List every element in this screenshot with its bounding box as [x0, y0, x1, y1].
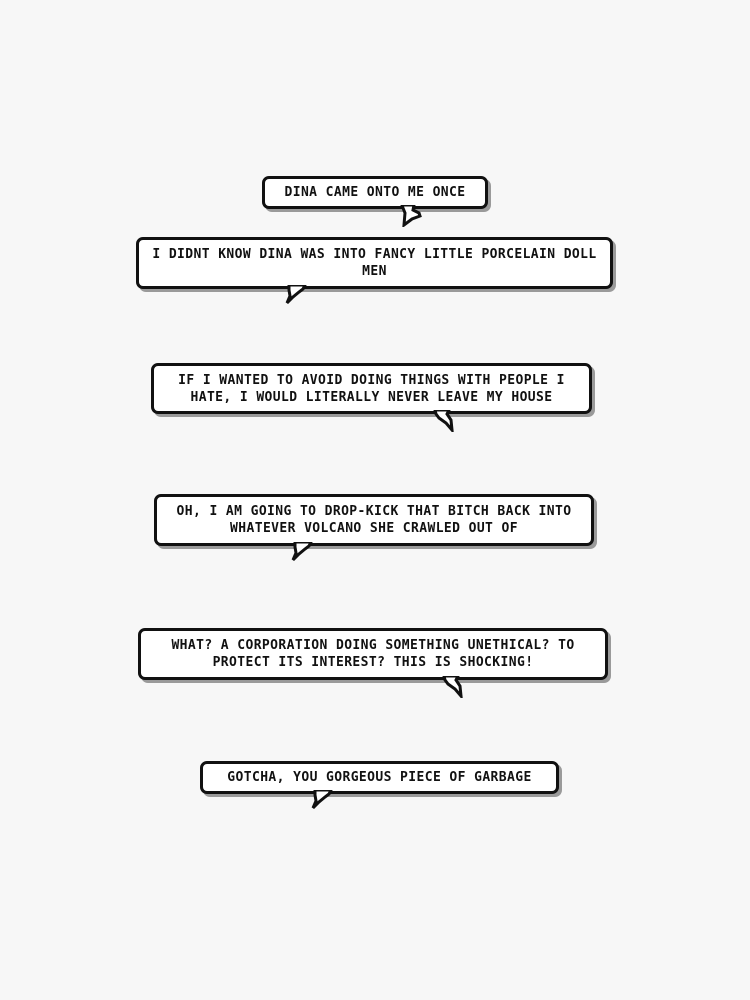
speech-bubble-text: I DIDNT KNOW DINA WAS INTO FANCY LITTLE PORCELAIN DOLL MEN [152, 247, 597, 279]
speech-bubble-tail-6 [311, 790, 333, 812]
speech-bubble-tail-5 [442, 676, 464, 698]
speech-bubble-1 [262, 176, 488, 209]
speech-bubble-4 [154, 494, 594, 546]
speech-bubble-text: DINA CAME ONTO ME ONCE [284, 185, 466, 200]
speech-bubble-tail-3 [433, 410, 455, 432]
speech-bubble-6 [200, 761, 559, 794]
speech-bubble-tail-1 [400, 205, 422, 227]
speech-bubble-tail-4 [291, 542, 313, 564]
speech-bubble-text: OH, I AM GOING TO DROP-KICK THAT BITCH BACK INTO WHATEVER VOLCANO SHE CRAWLED OUT OF [176, 504, 572, 536]
speech-bubble-2 [136, 237, 613, 289]
speech-bubble-5 [138, 628, 608, 680]
speech-bubble-text: GOTCHA, YOU GORGEOUS PIECE OF GARBAGE [227, 770, 532, 785]
speech-bubble-3 [151, 363, 592, 414]
speech-bubble-tail-2 [285, 285, 307, 307]
speech-bubble-text: WHAT? A CORPORATION DOING SOMETHING UNETHICAL? TO PROTECT ITS INTEREST? THIS IS SHOCKING! [171, 638, 575, 670]
speech-bubble-text: IF I WANTED TO AVOID DOING THINGS WITH PEOPLE I HATE, I WOULD LITERALLY NEVER LEAVE MY HOUSE [178, 372, 565, 405]
